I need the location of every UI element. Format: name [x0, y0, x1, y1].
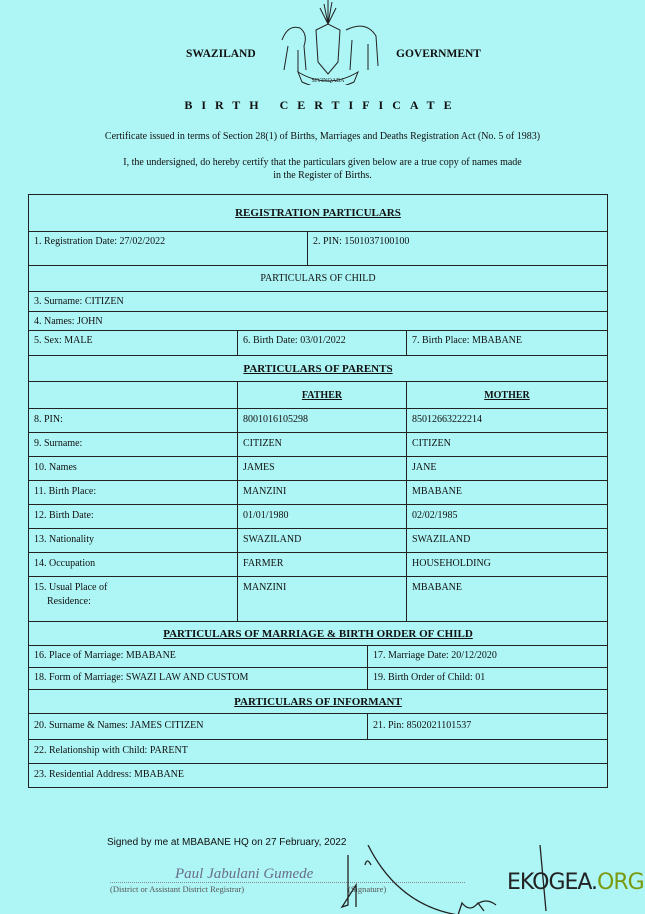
parent-field-label: [29, 457, 237, 480]
signed-statement: Signed by me at MBABANE HQ on 27 February, 2022: [107, 837, 347, 848]
section-child: PARTICULARS OF CHILD: [29, 265, 607, 291]
parent-field-label: [29, 505, 237, 528]
father-value: 8001016105298: [237, 409, 406, 432]
parent-row: [29, 480, 607, 504]
child-birth-place: 7. Birth Place: MBABANE: [406, 331, 607, 355]
mother-value: SWAZILAND: [406, 529, 607, 552]
child-sex: 5. Sex: MALE: [34, 335, 93, 346]
government-label: GOVERNMENT: [396, 48, 481, 60]
parent-field-label: [29, 481, 237, 504]
birth-order: 19. Birth Order of Child: 01: [367, 668, 607, 689]
label-text: 13. Nationality: [34, 534, 94, 545]
label-text: 10. Names: [34, 462, 77, 473]
signature-label: (Signature): [348, 884, 387, 894]
label-text: 14. Occupation: [34, 558, 96, 569]
mother-value: 02/02/1985: [406, 505, 607, 528]
father-value: MANZINI: [237, 577, 406, 621]
father-value: 01/01/1980: [237, 505, 406, 528]
watermark-text: EKOGEA.: [507, 870, 598, 895]
registration-date: 1. Registration Date: 27/02/2022: [34, 236, 166, 247]
mother-value: MBABANE: [406, 577, 607, 621]
parent-field-label: [29, 409, 237, 432]
label-text: 11. Birth Place:: [34, 486, 97, 497]
child-names: 4. Names: JOHN: [34, 316, 103, 327]
parent-row: [29, 408, 607, 432]
country-label: SWAZILAND: [186, 48, 256, 60]
parent-field-label: [29, 577, 237, 621]
certify-line-2: in the Register of Births.: [273, 170, 372, 181]
informant-pin: 21. Pin: 8502021101537: [367, 714, 607, 739]
informant-address: 23. Residential Address: MBABANE: [34, 769, 184, 780]
mother-value: MBABANE: [406, 481, 607, 504]
father-value: MANZINI: [237, 481, 406, 504]
certificate-table: [28, 194, 608, 788]
informant-names: 20. Surname & Names: JAMES CITIZEN: [34, 720, 204, 731]
parent-row: [29, 576, 607, 621]
registration-pin: 2. PIN: 1501037100100: [307, 232, 607, 265]
label-text: 9. Surname:: [34, 438, 83, 449]
act-reference: Certificate issued in terms of Section 28(1) of Births, Marriages and Deaths Registration Act (No. 5 of 1983): [104, 131, 541, 142]
certify-line-1: I, the undersigned, do hereby certify that the particulars given below are a true copy of names made: [123, 157, 522, 168]
section-registration: REGISTRATION PARTICULARS: [235, 207, 401, 219]
father-value: JAMES: [237, 457, 406, 480]
marriage-form: 18. Form of Marriage: SWAZI LAW AND CUSTOM: [34, 672, 249, 683]
father-value: FARMER: [237, 553, 406, 576]
document-title: BIRTH CERTIFICATE: [184, 98, 461, 112]
watermark-suffix: ORG: [597, 870, 644, 895]
parent-row: [29, 552, 607, 576]
mother-heading: MOTHER: [406, 382, 607, 408]
parent-row: [29, 528, 607, 552]
parent-field-label: [29, 433, 237, 456]
section-parents: PARTICULARS OF PARENTS: [29, 355, 607, 381]
registrar-name-signature: Paul Jabulani Gumede: [175, 866, 314, 882]
father-value: CITIZEN: [237, 433, 406, 456]
parent-field-label: [29, 553, 237, 576]
label-text: 15. Usual Place of: [34, 582, 108, 593]
section-marriage: PARTICULARS OF MARRIAGE & BIRTH ORDER OF CHILD: [29, 621, 607, 645]
section-informant: PARTICULARS OF INFORMANT: [29, 689, 607, 713]
label-text: 12. Birth Date:: [34, 510, 94, 521]
father-heading: FATHER: [237, 382, 406, 408]
label-text: 8. PIN:: [34, 414, 63, 425]
marriage-place: 16. Place of Marriage: MBABANE: [34, 650, 176, 661]
emblem-motto: SIYINQABA: [311, 78, 345, 84]
parent-row: [29, 432, 607, 456]
parent-row: [29, 456, 607, 480]
child-birth-date: 6. Birth Date: 03/01/2022: [237, 331, 406, 355]
marriage-date: 17. Marriage Date: 20/12/2020: [367, 646, 607, 667]
mother-value: JANE: [406, 457, 607, 480]
watermark: [507, 870, 644, 895]
mother-value: CITIZEN: [406, 433, 607, 456]
mother-value: HOUSEHOLDING: [406, 553, 607, 576]
mother-value: 85012663222214: [406, 409, 607, 432]
child-surname: 3. Surname: CITIZEN: [34, 296, 124, 307]
informant-relationship: 22. Relationship with Child: PARENT: [34, 745, 188, 756]
coat-of-arms-emblem: [268, 0, 388, 85]
father-value: SWAZILAND: [237, 529, 406, 552]
label-text-2: Residence:: [47, 596, 91, 607]
parent-row: [29, 504, 607, 528]
parent-field-label: [29, 529, 237, 552]
registrar-label: (District or Assistant District Registrar): [110, 884, 245, 894]
